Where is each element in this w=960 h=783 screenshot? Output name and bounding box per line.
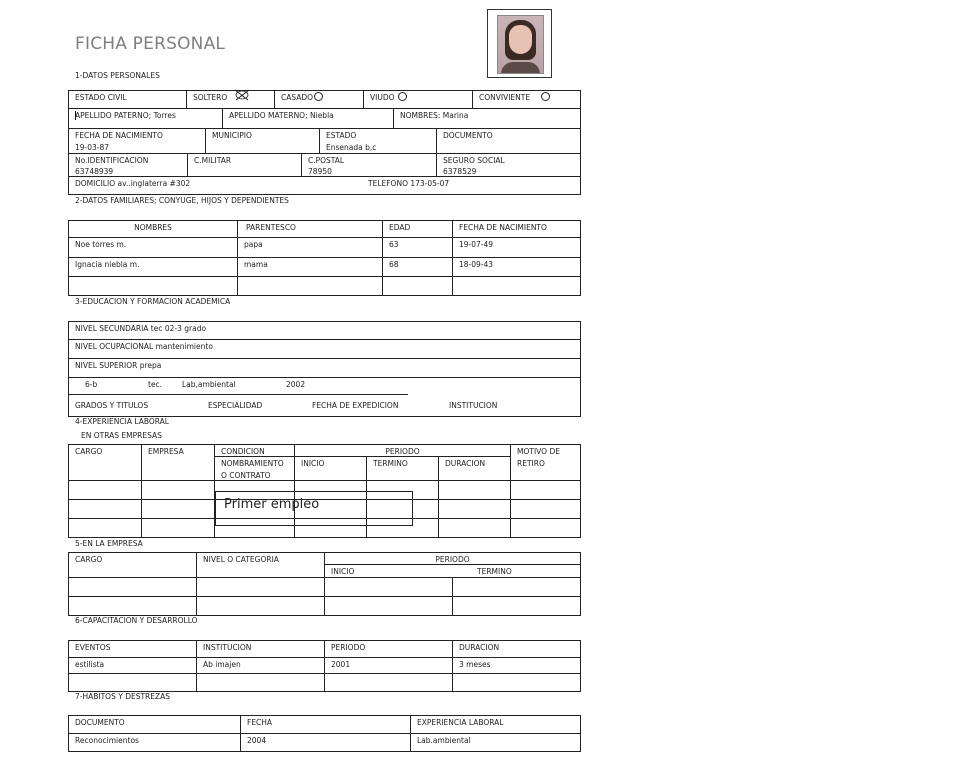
apellido-materno: APELLIDO MATERNO; Niebla — [229, 111, 334, 120]
cap-header-institucion: INSTITUCION — [203, 643, 252, 652]
familia-cell: 63 — [389, 240, 399, 249]
identificacion-value: 63748939 — [75, 167, 114, 176]
telefono: TELEFONO 173-05-07 — [368, 179, 450, 188]
radio-circle-icon — [541, 92, 550, 101]
familia-cell: 68 — [389, 260, 399, 269]
radio-circle-icon — [398, 92, 407, 101]
emp-inicio-label: INICIO — [331, 567, 355, 576]
section-datos-familiares: 2-DATOS FAMILIARES; CONYUGE, HIJOS Y DEPENDIENTES — [75, 196, 289, 205]
hab-header-fecha: FECHA — [247, 718, 273, 727]
educacion-detail-tipo: tec. — [148, 380, 163, 389]
emp-nivel-label: NIVEL O CATEGORIA — [203, 555, 279, 564]
portrait-photo — [487, 9, 552, 78]
section-educacion: 3-EDUCACION Y FORMACION ACADEMICA — [75, 297, 231, 306]
domicilio: DOMICILIO av..inglaterra #302 — [75, 179, 191, 188]
seguro-value: 6378529 — [443, 167, 477, 176]
cap-cell: Ab imajen — [203, 660, 241, 669]
municipio-label: MUNICIPIO — [212, 131, 252, 140]
portrait-image — [497, 15, 544, 74]
hab-cell: 2004 — [247, 736, 267, 745]
conviviente-option[interactable] — [473, 90, 550, 103]
estado-civil-label: ESTADO CIVIL — [75, 93, 127, 102]
familia-cell: papa — [244, 240, 263, 249]
radio-circle-icon — [314, 92, 323, 101]
identificacion-label: No.IDENTIFICACION — [75, 156, 149, 165]
estado-label: ESTADO — [326, 131, 357, 140]
soltero-label: SOLTERO — [193, 93, 228, 102]
educacion-detail-especialidad: Lab,ambiental — [182, 380, 236, 389]
exp-termino-label: TERMINO — [373, 459, 408, 468]
viudo-option[interactable] — [364, 90, 407, 103]
estado-value: Ensenada b,c — [326, 143, 377, 152]
familia-header-nombres: NOMBRES — [134, 223, 172, 232]
cap-cell: 2001 — [331, 660, 351, 669]
exp-motivo-label-2: RETIRO — [517, 459, 545, 468]
section-experiencia: 4-EXPERIENCIA LABORAL — [75, 417, 169, 426]
hab-header-experiencia: EXPERIENCIA LABORAL — [417, 718, 504, 727]
documento-label: DOCUMENTO — [443, 131, 493, 140]
institucion-label: INSTITUCION — [449, 401, 498, 410]
cap-cell: estilista — [75, 660, 105, 669]
exp-inicio-label: INICIO — [301, 459, 325, 468]
nombres: NOMBRES: Marina — [400, 111, 469, 120]
exp-duracion-label: DURACION — [445, 459, 486, 468]
exp-empresa-label: EMPRESA — [148, 447, 184, 456]
cap-header-duracion: DURACION — [459, 643, 500, 652]
section-en-la-empresa: 5-EN LA EMPRESA — [75, 539, 143, 548]
primer-empleo-text: Primer empleo — [224, 497, 320, 512]
educacion-detail-anio: 2002 — [286, 380, 306, 389]
familia-cell: mama — [244, 260, 268, 269]
emp-termino-label: TERMINO — [477, 567, 512, 576]
apellido-paterno: APELLIDO PATERNO; Torres — [75, 111, 176, 120]
page-title: FICHA PERSONAL — [75, 34, 226, 54]
nivel-ocupacional: NIVEL OCUPACIONAL mantenimiento — [75, 342, 213, 351]
hab-cell: Lab.ambiental — [417, 736, 471, 745]
nivel-superior: NIVEL SUPERIOR prepa — [75, 361, 162, 370]
postal-value: 78950 — [308, 167, 332, 176]
especialidad-label: ESPECIALIDAD — [208, 401, 263, 410]
familia-cell: Ignacia niebla m. — [75, 260, 140, 269]
familia-header-edad: EDAD — [389, 223, 411, 232]
familia-cell: 18-09-43 — [459, 260, 494, 269]
exp-cargo-label: CARGO — [75, 447, 103, 456]
nivel-secundaria: NIVEL SECUNDARIA tec 02-3 grado — [75, 324, 207, 333]
militar-label: C.MILITAR — [194, 156, 232, 165]
expedicion-label: FECHA DE EXPEDICION — [312, 401, 399, 410]
cap-cell: 3 meses — [459, 660, 491, 669]
hab-header-documento: DOCUMENTO — [75, 718, 125, 727]
section-capacitacion: 6-CAPACITACION Y DESARROLLO — [75, 616, 198, 625]
emp-periodo-label: PERIODO — [435, 555, 470, 564]
casado-option[interactable] — [275, 90, 323, 103]
familia-header-parentesco: PARENTESCO — [246, 223, 296, 232]
exp-periodo-label: PERIODO — [385, 447, 420, 456]
cross-mark-icon — [233, 89, 251, 101]
conviviente-label: CONVIVIENTE — [479, 93, 531, 102]
section-datos-personales: 1-DATOS PERSONALES — [75, 71, 160, 80]
exp-condicion-label: CONDICION — [221, 447, 265, 456]
cap-header-periodo: PERIODO — [331, 643, 366, 652]
seguro-label: SEGURO SOCIAL — [443, 156, 505, 165]
viudo-label: VIUDO — [370, 93, 395, 102]
exp-motivo-label-1: MOTIVO DE — [517, 447, 560, 456]
soltero-option[interactable] — [187, 90, 227, 103]
familia-cell: Noe torres m. — [75, 240, 127, 249]
educacion-detail-grupo: 6-b — [85, 380, 98, 389]
section-habitos: 7-HABITOS Y DESTREZAS — [75, 692, 171, 701]
hab-cell: Reconocimientos — [75, 736, 139, 745]
emp-cargo-label: CARGO — [75, 555, 103, 564]
casado-label: CASADO — [281, 93, 314, 102]
cap-header-eventos: EVENTOS — [75, 643, 111, 652]
fecha-nacimiento-label: FECHA DE NACIMIENTO — [75, 131, 163, 140]
postal-label: C.POSTAL — [308, 156, 345, 165]
exp-nombramiento-label-1: NOMBRAMIENTO — [221, 459, 284, 468]
familia-header-fecha: FECHA DE NACIMIENTO — [459, 223, 547, 232]
familia-cell: 19-07-49 — [459, 240, 494, 249]
grados-label: GRADOS Y TITULOS — [75, 401, 149, 410]
section-otras-empresas: EN OTRAS EMPRESAS — [81, 431, 162, 440]
fecha-nacimiento-value: 19-03-87 — [75, 143, 110, 152]
exp-nombramiento-label-2: O CONTRATO — [221, 471, 271, 480]
